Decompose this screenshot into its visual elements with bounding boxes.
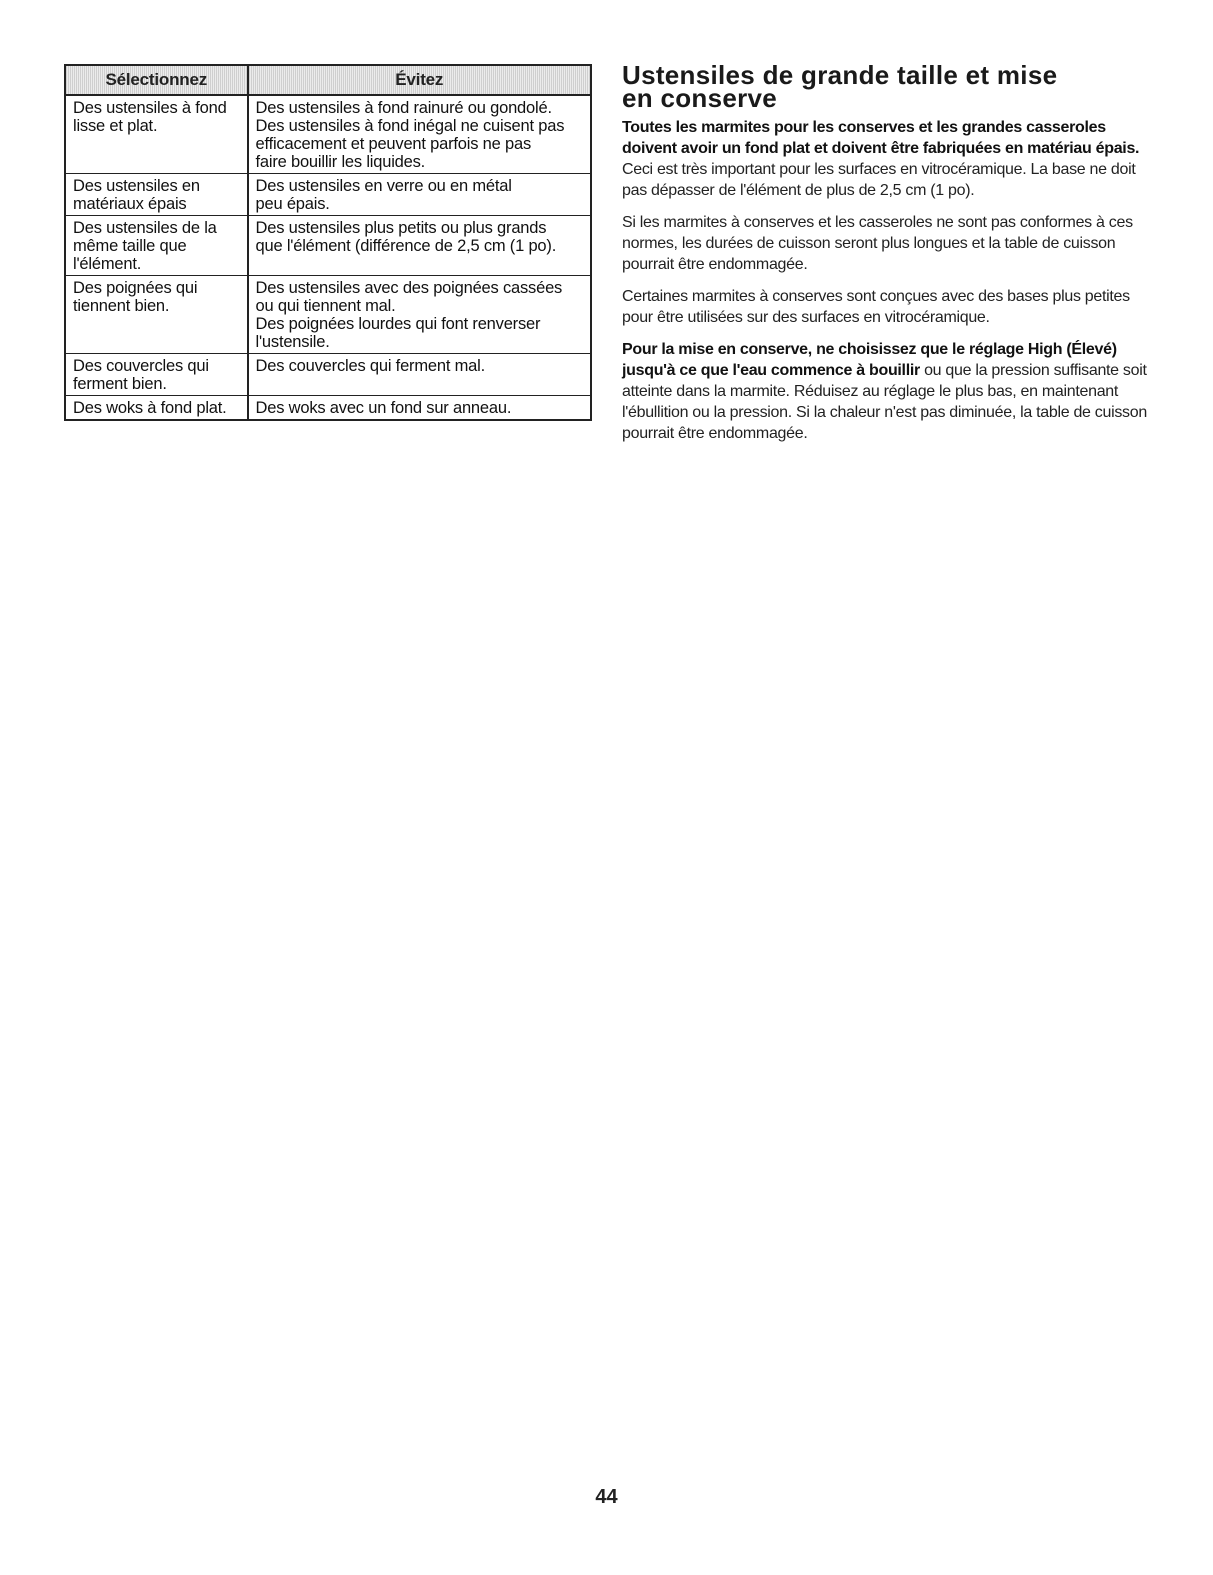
cell-line: que l'élément (différence de 2,5 cm (1 po). bbox=[255, 237, 557, 255]
section-title-line1: Ustensiles de grande taille et mise bbox=[622, 60, 1058, 90]
canning-section bbox=[622, 60, 1147, 455]
cell-line: matériaux épais bbox=[73, 195, 187, 213]
cell-avoid bbox=[248, 276, 592, 354]
page-number: 44 bbox=[595, 1486, 618, 1508]
cell-line: lisse et plat. bbox=[73, 117, 158, 135]
cookware-table bbox=[64, 64, 592, 421]
cell-avoid bbox=[248, 396, 592, 421]
cell-line: même taille que bbox=[73, 237, 187, 255]
cell-line: ferment bien. bbox=[73, 375, 167, 393]
table-row bbox=[65, 354, 591, 396]
section-title bbox=[622, 60, 1147, 113]
cell-avoid bbox=[248, 354, 592, 396]
table-row bbox=[65, 216, 591, 276]
cell-line: Des ustensiles avec des poignées cassées bbox=[255, 279, 563, 297]
cell-line: peu épais. bbox=[255, 195, 330, 213]
cell-line: Des poignées qui bbox=[73, 279, 198, 297]
paragraph-high-setting-text: ou que la pression suffisante soit atteinte dans la marmite. Réduisez au réglage le plus bas, en maintenant l'ébullition ou la pression. Si la chaleur n'est pas diminuée, la table de cuisson pourrait être endommagée. bbox=[622, 362, 1147, 442]
cell-select bbox=[65, 276, 248, 354]
paragraph-standards: Si les marmites à conserves et les casseroles ne sont pas conformes à ces normes, les durées de cuisson seront plus longues et la table de cuisson pourrait être endommagée. bbox=[622, 214, 1133, 273]
cell-line: faire bouillir les liquides. bbox=[255, 153, 426, 171]
paragraph-high-setting bbox=[622, 339, 1147, 444]
paragraph-high-setting-bold: Pour la mise en conserve, ne choisissez que le réglage High (Élevé) jusqu'à ce que l'eau commence à bouillir bbox=[622, 341, 1117, 379]
cell-select bbox=[65, 95, 248, 174]
cell-line: Des ustensiles à fond rainuré ou gondolé. bbox=[255, 99, 552, 117]
header-select: Sélectionnez bbox=[65, 65, 248, 95]
table-row bbox=[65, 174, 591, 216]
cell-select bbox=[65, 216, 248, 276]
section-title-line2: en conserve bbox=[622, 83, 778, 113]
cell-select bbox=[65, 354, 248, 396]
paragraph-smaller-bases: Certaines marmites à conserves sont conçues avec des bases plus petites pour être utilisées sur des surfaces en vitrocéramique. bbox=[622, 288, 1130, 326]
cell-select bbox=[65, 396, 248, 421]
cell-avoid bbox=[248, 174, 592, 216]
cell-line: efficacement et peuvent parfois ne pas bbox=[255, 135, 532, 153]
table-body bbox=[65, 95, 591, 420]
cell-line: Des couvercles qui bbox=[73, 357, 209, 375]
cell-line: Des couvercles qui ferment mal. bbox=[255, 357, 485, 375]
paragraph-flat-bottom bbox=[622, 117, 1147, 201]
cell-line: Des ustensiles de la bbox=[73, 219, 217, 237]
cell-line: Des ustensiles plus petits ou plus grands bbox=[255, 219, 547, 237]
table-row bbox=[65, 396, 591, 421]
header-avoid: Évitez bbox=[248, 65, 592, 95]
table-row bbox=[65, 276, 591, 354]
cell-line: tiennent bien. bbox=[73, 297, 170, 315]
cell-line: l'ustensile. bbox=[255, 333, 330, 351]
paragraph-flat-bottom-text: Ceci est très important pour les surfaces en vitrocéramique. La base ne doit pas dépasser de l'élément de plus de 2,5 cm (1 po). bbox=[622, 161, 1136, 199]
cell-line: Des ustensiles à fond inégal ne cuisent pas bbox=[255, 117, 565, 135]
cell-line: Des ustensiles à fond bbox=[73, 99, 227, 117]
cell-avoid bbox=[248, 216, 592, 276]
table-row bbox=[65, 95, 591, 174]
table-header-row bbox=[65, 65, 591, 95]
cell-line: Des ustensiles en verre ou en métal bbox=[255, 177, 512, 195]
cell-line: Des woks à fond plat. bbox=[73, 399, 227, 417]
cell-avoid bbox=[248, 95, 592, 174]
cell-line: ou qui tiennent mal. bbox=[255, 297, 396, 315]
cell-line: Des woks avec un fond sur anneau. bbox=[255, 399, 512, 417]
cell-line: Des ustensiles en bbox=[73, 177, 200, 195]
cell-line: l'élément. bbox=[73, 255, 142, 273]
paragraph-flat-bottom-bold: Toutes les marmites pour les conserves et les grandes casseroles doivent avoir un fond plat et doivent être fabriquées en matériau épais. bbox=[622, 119, 1140, 157]
cell-select bbox=[65, 174, 248, 216]
cell-line: Des poignées lourdes qui font renverser bbox=[255, 315, 541, 333]
